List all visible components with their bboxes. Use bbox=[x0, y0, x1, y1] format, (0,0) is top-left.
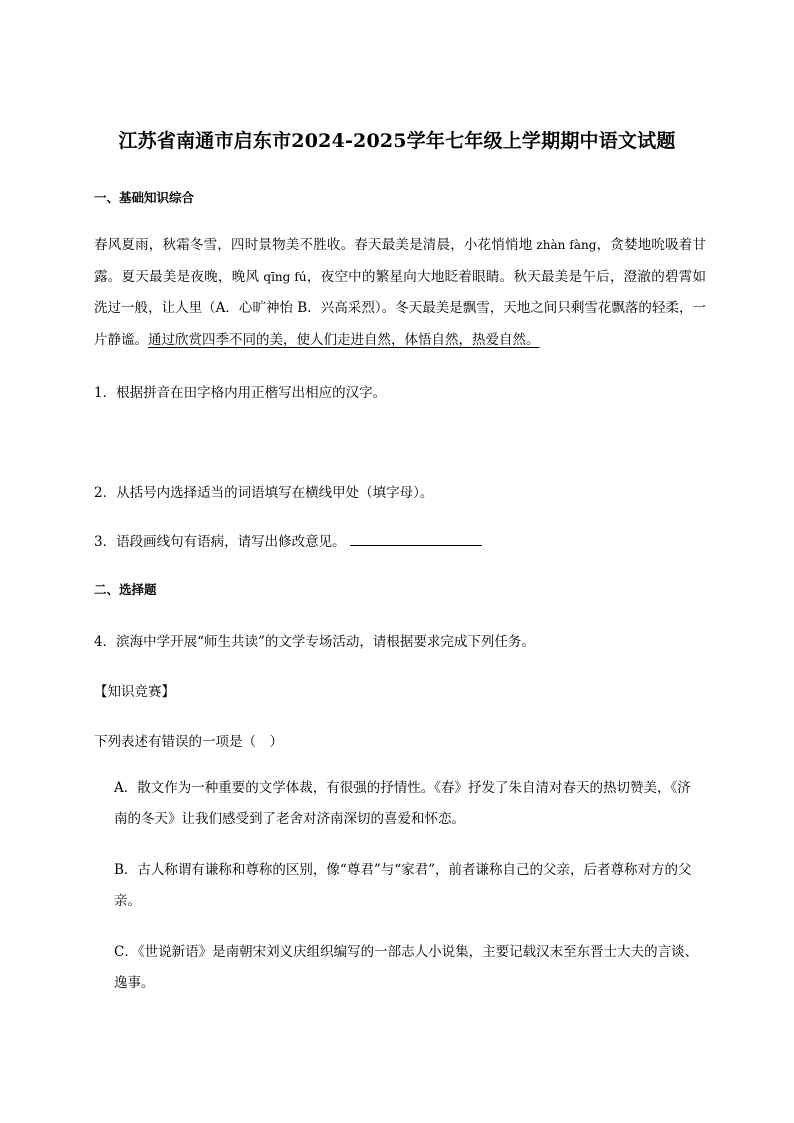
passage-text-3: ，夜空中的繁星向大地眨着眼睛。秋天最美是午后，澄澈的碧霄如洗过一般，让人里（A．心旷神怡 B．兴高采烈）。冬天最美是飘雪，天地之间只剩雪花飘落的轻柔，一片静谧。 bbox=[94, 268, 707, 348]
option-b: B．古人称谓有谦称和尊称的区别，像“尊君”与“家君”，前者谦称自己的父亲，后者尊称对方的父亲。 bbox=[114, 862, 692, 909]
question-stem: 下列表述有错误的一项是（ ） bbox=[94, 734, 283, 750]
pinyin-zhan-fang: zhàn fàng bbox=[532, 238, 597, 252]
passage-paragraph bbox=[94, 230, 706, 356]
question-2: 2．从括号内选择适当的词语填写在横线甲处（填字母）。 bbox=[94, 485, 434, 501]
knowledge-contest-heading: 【知识竞赛】 bbox=[94, 684, 175, 700]
section-heading-choice: 二、选择题 bbox=[94, 582, 157, 597]
option-c: C．《世说新语》是南朝宋刘义庆组织编写的一部志人小说集，主要记载汉末至东晋士大夫的言谈、逸事。 bbox=[114, 944, 699, 991]
pinyin-qing-fu: qīng fú bbox=[259, 269, 307, 284]
question-3 bbox=[94, 530, 482, 550]
question-4: 4．滨海中学开展“师生共读”的文学专场活动，请根据要求完成下列任务。 bbox=[94, 634, 535, 650]
underlined-sentence: 通过欣赏四季不同的美，使人们走进自然，体悟自然，热爱自然。 bbox=[148, 331, 540, 348]
section-heading-basics: 一、基础知识综合 bbox=[94, 190, 195, 205]
question-1: 1．根据拼音在田字格内用正楷写出相应的汉字。 bbox=[94, 385, 387, 401]
option-a: A．散文作为一种重要的文学体裁，有很强的抒情性。《春》抒发了朱自清对春天的热切赞美，《济南的冬天》让我们感受到了老舍对济南深切的喜爱和怀恋。 bbox=[114, 780, 691, 827]
document-title: 江苏省南通市启东市2024-2025学年七年级上学期期中语文试题 bbox=[118, 130, 676, 152]
answer-blank bbox=[350, 531, 482, 546]
passage-text-1: 春风夏雨，秋霜冬雪，四时景物美不胜收。春天最美是清晨，小花悄悄地 bbox=[94, 237, 533, 253]
passage-text-2: ，贪婪地吮吸着甘露。夏天最美是夜晚，晚风 bbox=[94, 237, 707, 285]
question-3-text: 3．语段画线句有语病，请写出修改意见。 bbox=[94, 534, 346, 550]
